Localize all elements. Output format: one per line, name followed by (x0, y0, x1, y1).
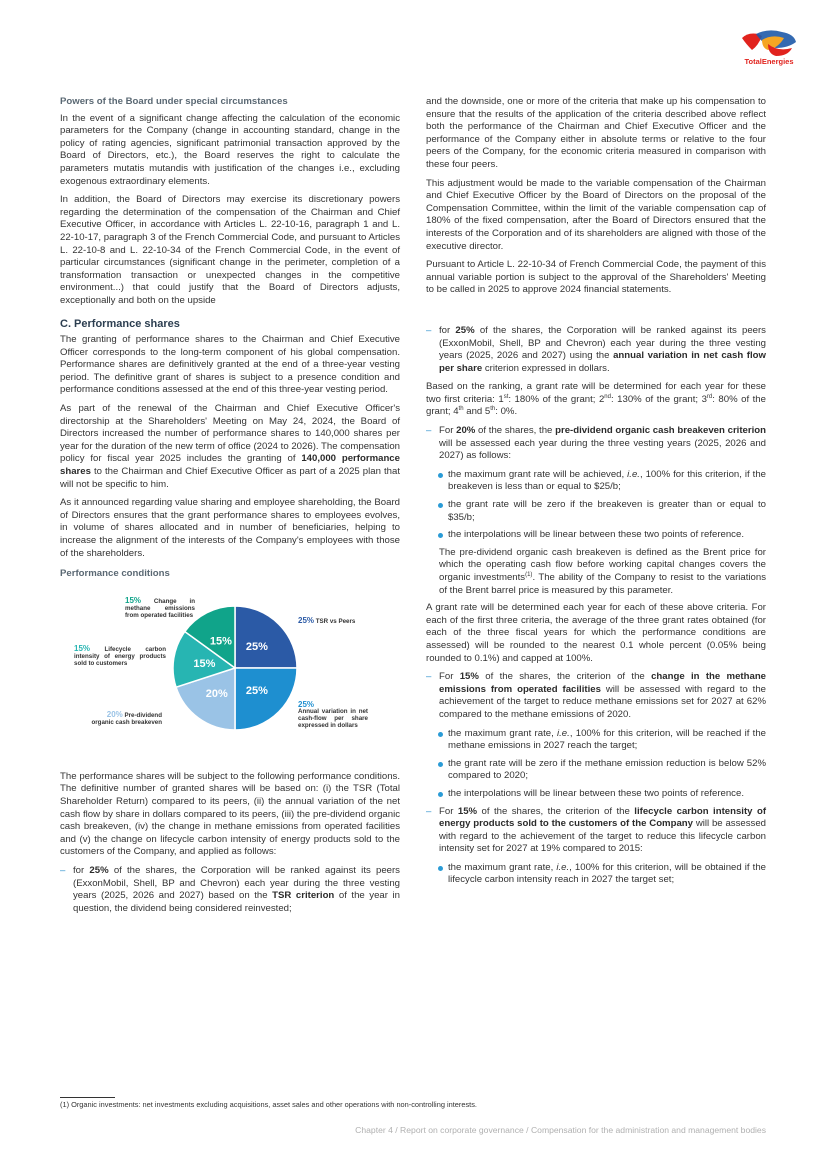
footnote-divider (60, 1097, 115, 1098)
legend-methane: 15% Change in methane emissions from operated facilities (125, 595, 195, 619)
legend-tsr: 25% TSR vs Peers (298, 615, 356, 625)
pie-value-label-methane: 15% (209, 635, 232, 648)
pie-svg (172, 605, 298, 731)
paragraph: As part of the renewal of the Chairman and Chief Executive Officer's directorship at the Shareholders' Meeting on May 24, 2024, the Board of Directors increased the number of performance shares to 140,000 shares per year for the duration of the new term of office (2024 to 2026). The compensation policy for fiscal year 2025 includes the granting of 140,000 performance shares to the Chairman and Chief Executive Officer as part of a 2025 plan that will not be specific to him. (60, 403, 400, 490)
pie-value-label-cashflow: 25% (245, 684, 268, 697)
pie-slice-tsr (235, 606, 297, 668)
pie-slice-cashflow (235, 668, 297, 730)
legend-lifecycle: 15% Lifecycle carbon intensity of energy products sold to customers (74, 643, 166, 667)
paragraph: and the downside, one or more of the criteria that make up his compensation to ensure that the results of the application of the criteria described above reflect both the performance of the Chairman and Chief Executive Officer and the performance of the Company either in absolute terms or relative to the four peers of the Company, for the economic criteria measured in comparison with these four peers. (426, 96, 766, 170)
bullet-item: the interpolations will be linear between these two points of reference. (426, 788, 766, 801)
list-item: – For 15% of the shares, the criterion of the change in the methane emissions from operated facilities will be assessed with regard to the achievement of the target to reduce methane emissions set for 2027 at 62% compared to the methane emissions of 2020. (426, 671, 766, 721)
pie-value-label-lifecycle: 15% (193, 657, 216, 670)
paragraph: Based on the ranking, a grant rate will be determined for each year for these two first criteria: 1st: 180% of the grant; 2nd: 130% of the grant; 3rd: 80% of the grant; 4th and 5th: 0%. (426, 381, 766, 418)
list-item: – For 15% of the shares, the criterion of the lifecycle carbon intensity of energy products sold to the customers of the Company will be assessed with regard to the achievement of the target to reduce this lifecycle carbon intensity set for 2027 at 19% compared to 2015: (426, 806, 766, 856)
list-item: – for 25% of the shares, the Corporation will be ranked against its peers (ExxonMobil, Shell, BP and Chevron) each year during the three vesting years (2025, 2026 and 2027) using the annual variation in net cash flow per share criterion expressed in dollars. (426, 325, 766, 375)
paragraph: In addition, the Board of Directors may exercise its discretionary powers regarding the determination of the compensation of the Chairman and Chief Executive Officer, in accordance with Articles L. 22-10-16, paragraph 1 and L. 22-10-17, paragraph 3 of the French Commercial Code, and pursuant to Articles L. 22-10-8 and L. 22-10-34 of the French Commercial Code, in the event of particular circumstances (significant change in the perimeter, completion of a transformation transaction or unexpected changes in the competitive environment...) that could justify that the Board of Directors adjusts, exceptionally and both on the upside (60, 194, 400, 306)
page-footer: Chapter 4 / Report on corporate governance / Compensation for the administration and management bodies (355, 1125, 766, 1135)
paragraph: Pursuant to Article L. 22-10-34 of French Commercial Code, the payment of this annual variable portion is subject to the approval of the Shareholders' Meeting to be called in 2025 to approve 2024 financial statements. (426, 259, 766, 296)
paragraph: In the event of a significant change affecting the calculation of the economic parameters for the Company (change in accounting standard, change in the policy of rating agencies, significant patrimonial transaction approved by the Board of Directors, etc.), the Board reserves the right to calculate the parameters mutatis mutandis with justification of the changes i.e., excluding exogenous extraordinary elements. (60, 112, 400, 187)
bullet-item: the maximum grant rate, i.e., 100% for this criterion, will be reached if the methane emissions in 2027 reach the target; (426, 728, 766, 753)
paragraph: The granting of performance shares to the Chairman and Chief Executive Officer corresponds to the long-term component of his global compensation. Performance shares are definitively granted at the end of a three-year vesting period. The definitive grant of shares is subject to a presence condition and performance conditions assessed at the end of this three-year vesting period. (60, 334, 400, 396)
heading-powers: Powers of the Board under special circumstances (60, 96, 288, 107)
paragraph: The performance shares will be subject to the following performance conditions. The definitive number of granted shares will be based on: (i) the TSR (Total Shareholder Return) compared to its peers, (ii) the annual variation of the net cash flow by share in dollars compared to its peers, (iii) the pre-dividend organic cash breakeven, (iv) the change in methane emissions from operated facilities and (v) the change on lifecycle carbon intensity of energy products sold to the customers of the Company, and applied as follows: (60, 770, 400, 858)
paragraph: As it announced regarding value sharing and employee shareholding, the Board of Directors ensures that the grant performance shares to employees evolves, in volume of shares allocated and in number of beneficiaries, helping to increase the alignment of the interests of the Company's employees with those of the shareholders. (60, 497, 400, 559)
paragraph: The pre-dividend organic cash breakeven is defined as the Brent price for which the operating cash flow before working capital changes covers the organic investments$^{(1)}$. The ability of the Company to resist to the variations of the Brent barrel price is measured by this parameter. (439, 546, 767, 596)
legend-breakeven: 20% Pre-dividend organic cash breakeven (91, 709, 162, 726)
paragraph: This adjustment would be made to the variable compensation of the Chairman and Chief Executive Officer by the Board of Directors on the proposal of the Compensation Committee, within the limit of the variable compensation cap of 180% of the fixed compensation, after the Board of Directors ensured that the interests of the Corporation and of its shareholders are aligned with those of the executive director. (426, 177, 766, 252)
bullet-item: the maximum grant rate, i.e., 100% for this criterion, will be obtained if the lifecycle carbon intensity reach in 2027 the target set; (426, 862, 766, 887)
bullet-item: the grant rate will be zero if the methane emission reduction is below 52% compared to 2020; (426, 758, 766, 783)
left-column (60, 96, 400, 921)
legend-cashflow: 25% Annual variation in net cash-flow per share expressed in dollars (298, 699, 368, 729)
bullet-item: the grant rate will be zero if the breakeven is greater than or equal to $35/b; (426, 499, 766, 524)
pie-value-label-tsr: 25% (245, 640, 268, 653)
right-column (426, 96, 766, 892)
brand-name: TotalEnergies (744, 57, 794, 66)
heading-performance-shares: C. Performance shares (60, 317, 180, 330)
pie-chart (60, 589, 400, 759)
list-item: – For 20% of the shares, the pre-dividend organic cash breakeven criterion will be assessed each year during the three vesting years (2025, 2026 and 2027) as follows: (426, 425, 766, 463)
footnote: (1) Organic investments: net investments excluding acquisitions, asset sales and other operations with non-controlling interests. (60, 1100, 477, 1109)
list-item: – for 25% of the shares, the Corporation will be ranked against its peers (ExxonMobil, Shell, BP and Chevron) each year during the three vesting years (2025, 2026 and 2027) based on the TSR criterion of the year in question, the dividend being considered reinvested; (60, 865, 400, 915)
pie-value-label-breakeven: 20% (205, 687, 228, 700)
paragraph: A grant rate will be determined each year for each of these above criteria. For each of the first three criteria, the average of the three grant rates obtained (for each of the three fiscal years for which the performance conditions are assessed) will be rounded to the nearest 0.1 whole percent (0.05% being rounded to 0.1%) and capped at 100%. (426, 602, 766, 664)
bullet-item: the maximum grant rate will be achieved, i.e., 100% for this criterion, if the breakeven is less than or equal to $25/b; (426, 469, 766, 494)
heading-performance-conditions: Performance conditions (60, 568, 170, 580)
bullet-item: the interpolations will be linear between these two points of reference. (426, 529, 766, 542)
